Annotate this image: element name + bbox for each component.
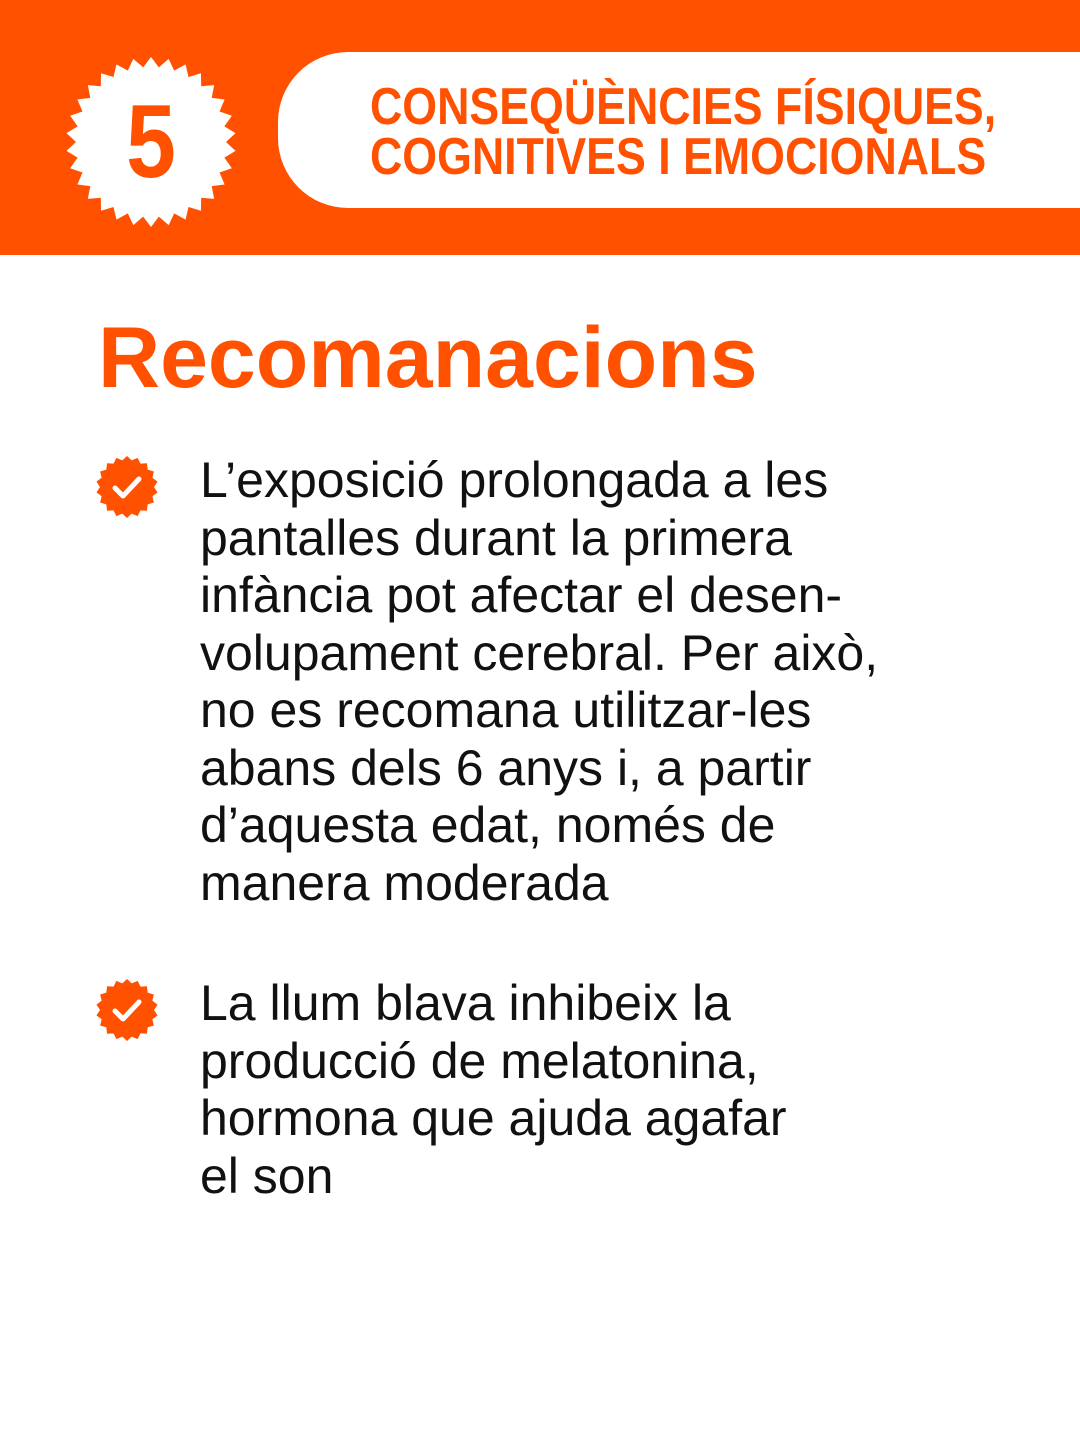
text-line: L’exposició prolongada a les (200, 452, 829, 508)
section-number: 5 (126, 84, 176, 200)
recommendation-text (200, 452, 1000, 912)
text-line: el son (200, 1147, 334, 1204)
starburst-badge-icon (66, 57, 236, 227)
text-line: manera moderada (200, 854, 609, 911)
text-line: no es recomana utilitzar-les (200, 682, 812, 738)
text-line: hormona que ajuda agafar (200, 1090, 787, 1146)
check-badge-icon (96, 979, 158, 1041)
text-line: La llum blava inhibeix la (200, 975, 731, 1031)
section-title-line-1: CONSEQÜÈNCIES FÍSIQUES, (370, 78, 997, 136)
text-line: infància pot afectar el desen- (200, 567, 843, 623)
text-line: abans dels 6 anys i, a partir (200, 739, 812, 796)
page-heading: Recomanacions (98, 310, 758, 406)
section-title-line-2: COGNITIVES I EMOCIONALS (370, 128, 987, 186)
text-line: d’aquesta edat, només de (200, 797, 776, 853)
header-band (0, 0, 1080, 255)
recommendation-text (200, 975, 1000, 1205)
check-badge-icon (96, 456, 158, 518)
text-line: volupament cerebral. Per això, (200, 624, 879, 681)
text-line: producció de melatonina, (200, 1032, 759, 1089)
text-line: pantalles durant la primera (200, 509, 792, 566)
